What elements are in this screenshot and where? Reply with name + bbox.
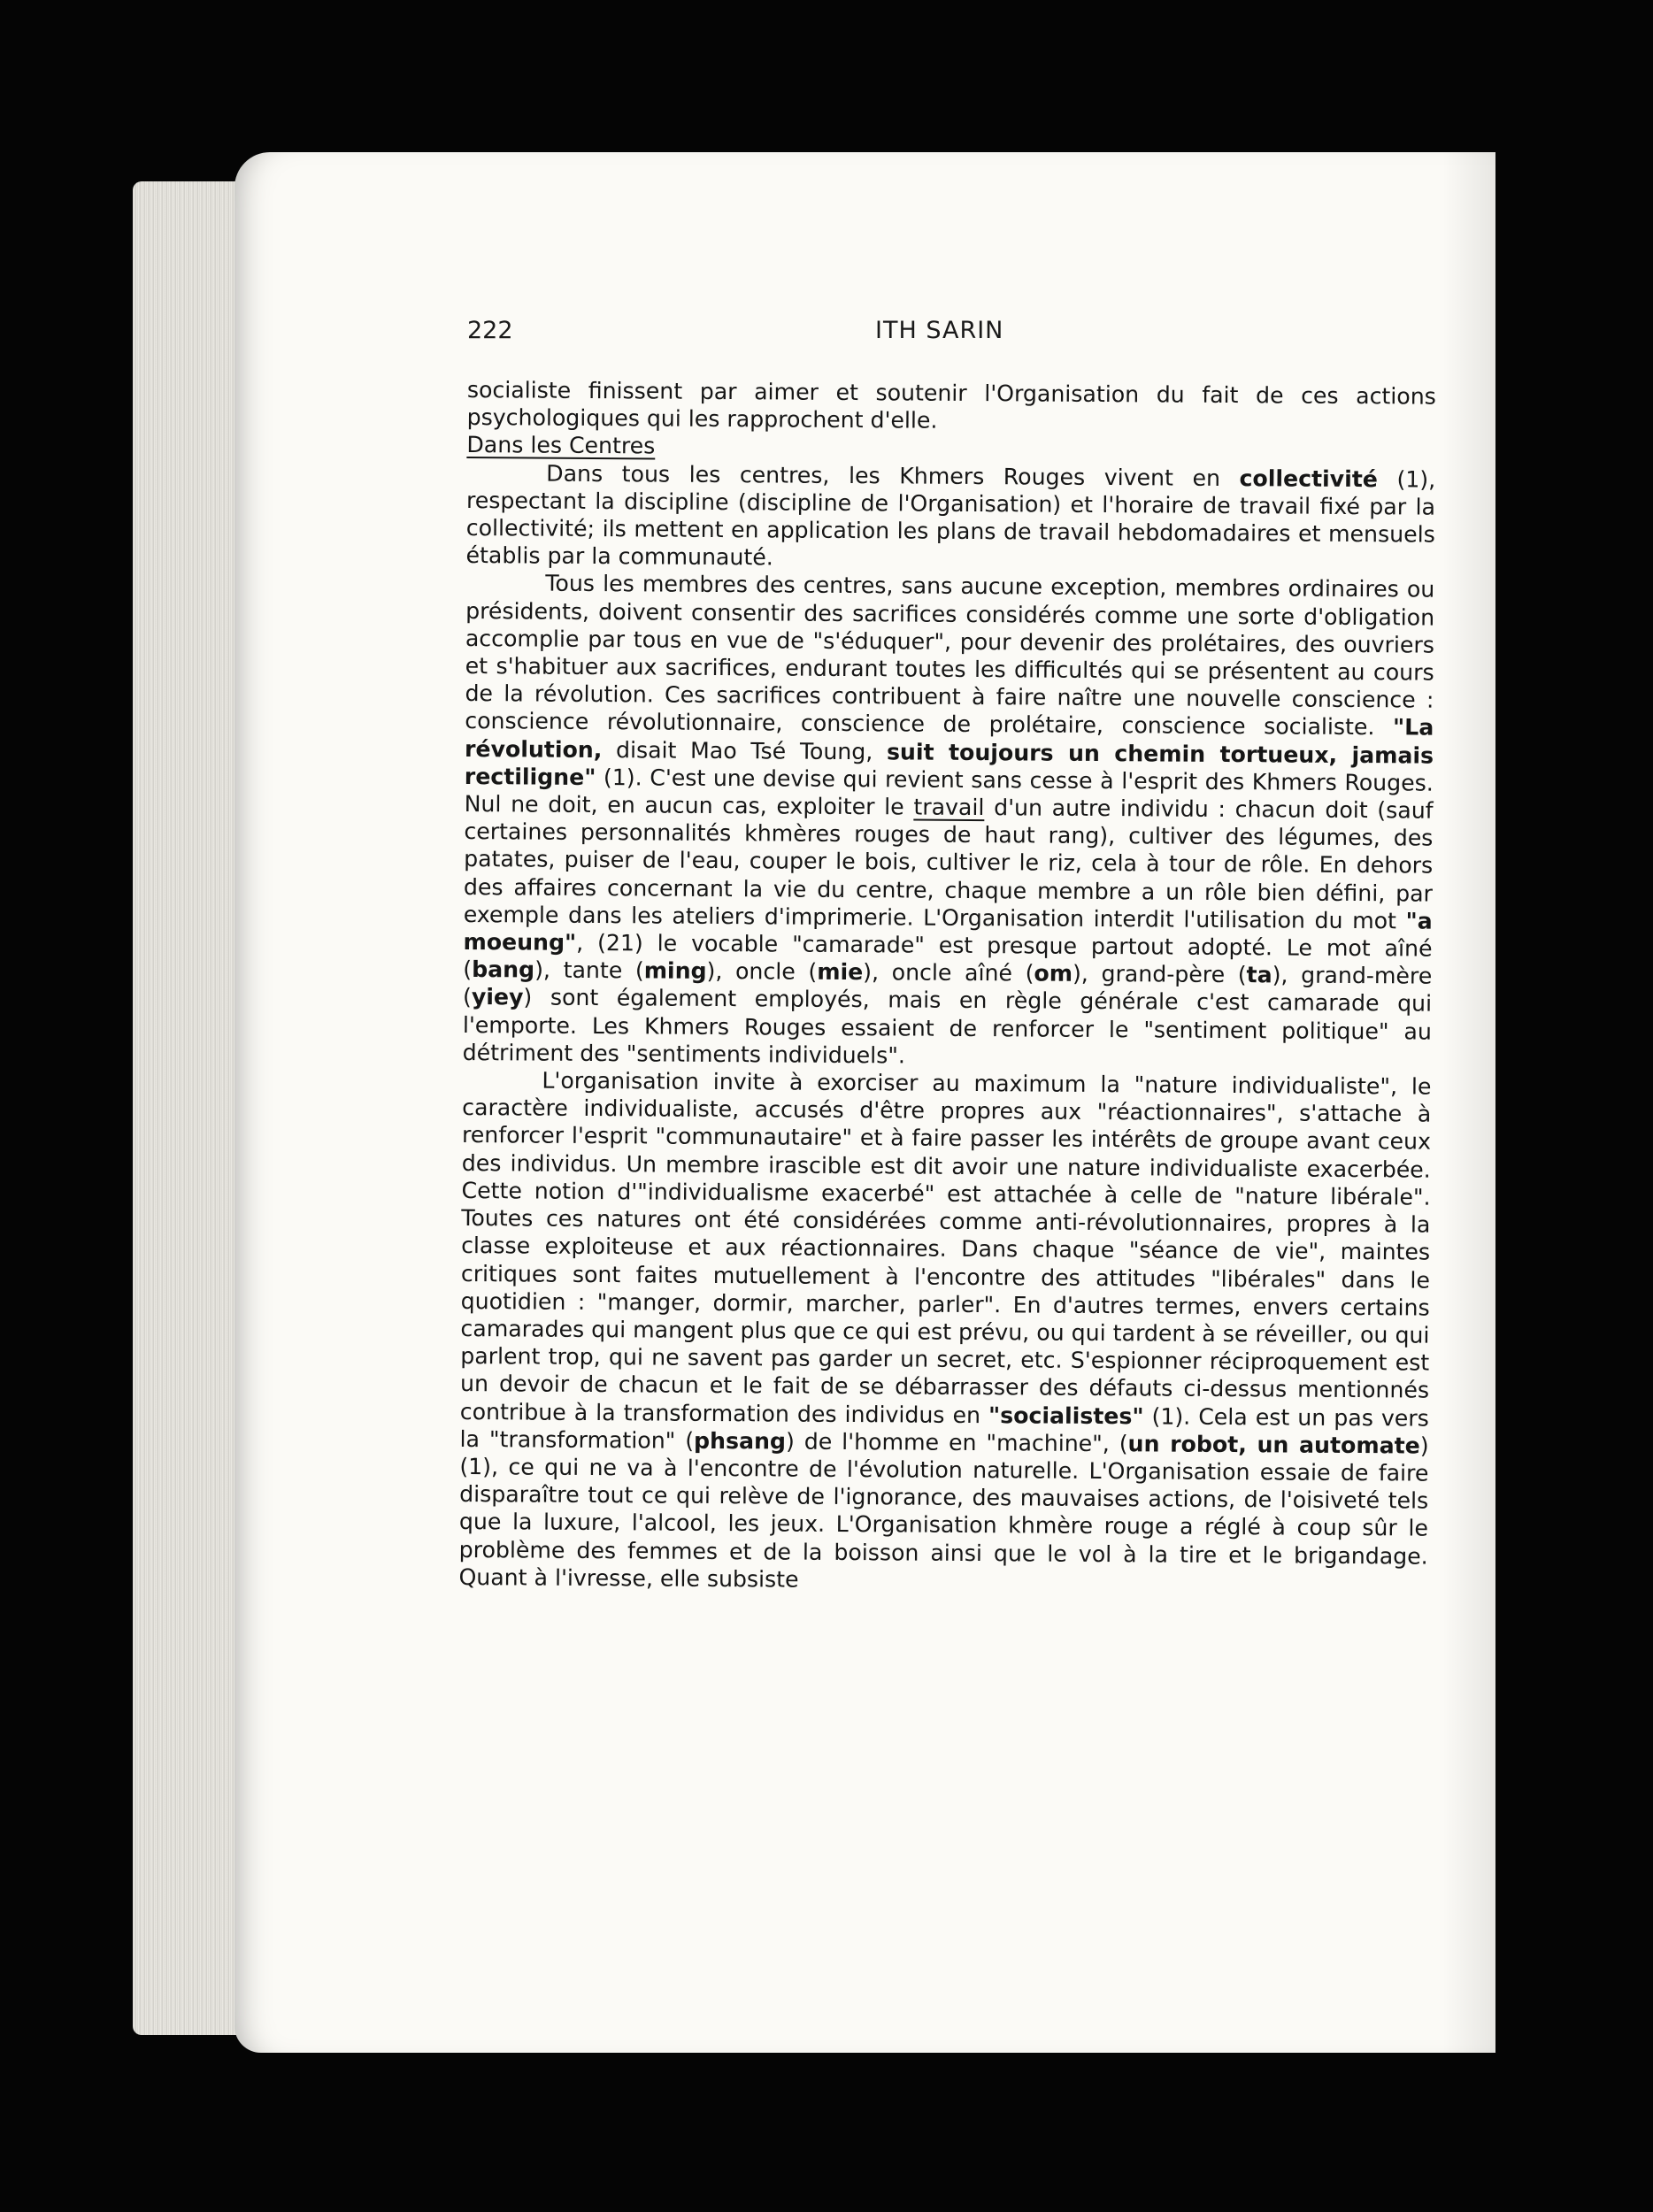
paragraph-sacrifices bbox=[463, 569, 1435, 1072]
bold-quote: suit toujours un chemin tortueux, jamais rectiligne" bbox=[464, 738, 1434, 790]
text-run: (1). Cela est un pas vers la "transformation" ( bbox=[459, 1402, 1429, 1454]
bold-term: bang bbox=[472, 956, 535, 983]
text-run: (1), respectant la discipline (discipline de l'Organisation) et l'horaire de travail fixé par la collectivité; ils mettent en application les plans de travail hebdomadaires et mensuels établis par la communauté. bbox=[465, 465, 1436, 571]
bold-term: mie bbox=[817, 959, 864, 986]
paragraph-individualisme bbox=[458, 1066, 1431, 1597]
book-page-edges bbox=[133, 181, 239, 2035]
text-run: Tous les membres des centres, sans aucune exception, membres ordinaires ou présidents, doivent consentir des sacrifices considérés comme une sorte d'obligation accomplie par tous en vue de "s'éduquer", pour devenir des prolétaires, des ouvriers et s'habituer aux sacrifices, endurant toutes les difficultés qui se présentent au cours de la révolution. Ces sacrifices contribuent à faire naître une nouvelle conscience : conscience révolutionnaire, conscience de prolétaire, conscience socialiste. bbox=[465, 571, 1435, 741]
bold-term: ming bbox=[643, 957, 707, 985]
text-run: ) sont également employés, mais en règle générale c'est camarade qui l'emporte. Les Khmers Rouges essaient de renforcer le "sentiment politique" au détriment des "sentiments individuels". bbox=[462, 984, 1433, 1069]
text-run: ) de l'homme en "machine", ( bbox=[785, 1428, 1128, 1456]
text-run: ), oncle aîné ( bbox=[863, 959, 1034, 987]
page-number: 222 bbox=[467, 317, 513, 344]
text-run: d'un autre individu : chacun doit (sauf certaines personnalités khmères rouges de haut rang), cultiver des légumes, des patates, puiser de l'eau, couper le bois, cultiver le riz, cela à tour de rôle. En dehors des affaires concernant la vie du centre, chaque membre a un rôle bien défini, par exemple dans les ateliers d'imprimerie. L'Organisation interdit l'utilisation du mot bbox=[463, 795, 1434, 934]
bold-term: om bbox=[1034, 960, 1073, 987]
bold-term: "socialistes" bbox=[988, 1402, 1144, 1429]
section-heading: Dans les Centres bbox=[466, 432, 656, 459]
text-run: L'organisation invite à exorciser au maximum la "nature individualiste", le caractère individualiste, accusés d'être propres aux "réactionnaires", s'attache à renforcer l'esprit "communautaire" et à faire passer les intérêts de groupe avant ceux des individus. Un membre irascible est dit avoir une nature individualiste exacerbée. Cette notion d'"individualisme exacerbé" est attachée à celle de "nature libérale". Toutes ces natures ont été considérées comme anti-révolutionnaires, propres à la classe exploiteuse et aux réactionnaires. Dans chaque "séance de vie", maintes critiques sont faites mutuellement à l'encontre des attitudes "libérales" dans le quotidien : "manger, dormir, marcher, parler". En d'autres termes, envers certains camarades qui mangent plus que ce qui est prévu, ou qui tardent à se réveiller, ou qui parlent trop, qui ne savent pas garder un secret, etc. S'espionner réciproquement est un devoir de chacun et le fait de se débarrasser des défauts ci-dessus mentionnés contribue à la transformation des individus en bbox=[459, 1067, 1432, 1428]
bold-term: "a moeung" bbox=[463, 908, 1433, 956]
body-text bbox=[458, 376, 1436, 1598]
paragraph-intro-end: socialiste finissent par aimer et soutenir l'Organisation du fait de ces actions psychologiques qui les rapprochent d'elle. bbox=[466, 376, 1436, 434]
text-run: ), grand-mère ( bbox=[462, 962, 1433, 1010]
bold-term: ta bbox=[1246, 962, 1272, 988]
text-run: ), oncle ( bbox=[706, 958, 818, 986]
paragraph-collectivite bbox=[465, 459, 1435, 576]
text-run: Dans tous les centres, les Khmers Rouges vivent en bbox=[546, 460, 1240, 491]
bold-term: phsang bbox=[693, 1427, 787, 1455]
bold-term: collectivité bbox=[1239, 465, 1379, 492]
underlined-word: travail bbox=[913, 794, 985, 821]
text-run: (1). C'est une devise qui revient sans cesse à l'esprit des Khmers Rouges. Nul ne doit, en aucun cas, exploiter le bbox=[464, 764, 1434, 820]
text-run: ) (1), ce qui ne va à l'encontre de l'évolution naturelle. L'Organisation essaie de faire disparaître tout ce qui relève de l'ignorance, des mauvaises actions, de l'oisiveté tels que la luxure, l'alcool, les jeux. L'Organisation khmère rouge a réglé à coup sûr le problème des femmes et de la boisson ainsi que le vol à la tire et le brigandage. Quant à l'ivresse, elle subsiste bbox=[458, 1432, 1429, 1593]
bold-term: un robot, un automate bbox=[1127, 1430, 1420, 1459]
text-run: ), grand-père ( bbox=[1072, 961, 1247, 988]
bold-quote: "La révolution, bbox=[464, 714, 1434, 763]
running-head: ITH SARIN bbox=[875, 317, 1004, 344]
bold-term: yiey bbox=[471, 984, 524, 1010]
page-header bbox=[234, 317, 1495, 352]
text-run: disait Mao Tsé Toung, bbox=[602, 736, 888, 764]
text-run: ), tante ( bbox=[534, 956, 644, 984]
text-run: , (21) le vocable "camarade" est presque partout adopté. Le mot aîné ( bbox=[463, 929, 1433, 983]
